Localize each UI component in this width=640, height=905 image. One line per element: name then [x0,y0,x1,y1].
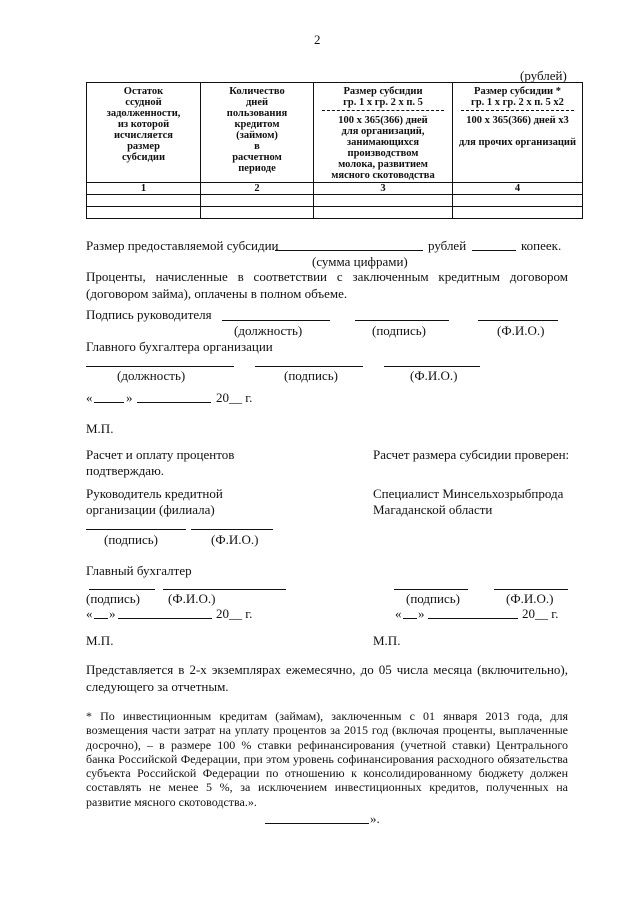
header-line: размер [127,141,160,152]
head-position-field[interactable] [222,320,330,321]
header-cell-days [201,83,314,183]
submission-note: Представляется в 2-х экземплярах ежемесячно, до 05 числа месяца (включительно), следующего за отчетным. [86,662,568,694]
credit-org-head-label: Руководитель кредитной организации (филиала) [86,486,223,517]
header-line: задолженности, [106,108,181,119]
sum-caption: (сумма цифрами) [312,254,408,269]
header-line: Размер субсидии [343,86,423,97]
date-month-field[interactable] [137,402,211,403]
kop-label: копеек. [521,238,562,253]
col-number: 4 [453,183,583,195]
date-month-field[interactable] [118,618,212,619]
header-line: Количество [229,86,285,97]
header-line: 100 х 365(366) дней х3 [466,115,569,126]
head-signature-field[interactable] [355,320,449,321]
caption-position: (должность) [117,368,186,383]
date-day-field[interactable] [94,618,108,619]
header-line: 100 х 365(366) дней [338,115,428,126]
header-line: дней [245,97,269,108]
head-signature-label: Подпись руководителя [86,307,212,322]
date-month-field[interactable] [428,618,518,619]
page-number: 2 [314,32,321,47]
col-number: 1 [87,183,201,195]
header-line: Размер субсидии * [474,86,561,97]
stamp-label: М.П. [86,421,114,436]
table-number-row [87,183,583,195]
header-line: для прочих организаций [458,137,577,148]
date-day-field[interactable] [94,402,124,403]
header-line: гр. 1 х гр. 2 х п. 5 [343,97,423,108]
caption-name: (Ф.И.О.) [168,591,216,606]
subsidy-table [86,82,583,219]
date-quote-open: « [86,606,93,621]
col-number: 3 [314,183,453,195]
caption-name: (Ф.И.О.) [506,591,554,606]
table-row [87,207,583,219]
subsidy-amount-label: Размер предоставляемой субсидии [86,238,279,253]
header-line: для организаций, [341,126,425,137]
caption-signature: (подпись) [406,591,460,606]
date-quote-close: » [418,606,425,621]
col-number: 2 [201,183,314,195]
date-year: 20__ г. [522,606,559,621]
specialist-name-field[interactable] [494,589,568,590]
header-line: исчисляется [114,130,173,141]
chief-accountant-label: Главный бухгалтер [86,563,192,578]
table-row [87,195,583,207]
caption-position: (должность) [234,323,303,338]
header-line: производством [347,148,419,159]
header-line: (займом) [236,130,278,141]
header-line: гр. 1 х гр. 2 х п. 5 х2 [471,97,564,108]
accountant-signature-label: Главного бухгалтера организации [86,339,273,354]
accountant-name-field[interactable] [384,366,480,367]
header-line: молока, развитием [338,159,428,170]
head-name-field[interactable] [478,320,558,321]
header-line: пользования [226,108,288,119]
header-cell-subsidy-dairy [314,83,453,183]
stamp-label-left: М.П. [86,633,114,648]
specialist-label: Специалист Минсельхозрыбпрода Магаданской области [373,486,564,517]
specialist-signature-field[interactable] [394,589,468,590]
date-day-field[interactable] [403,618,417,619]
credit-head-signature-field[interactable] [86,529,186,530]
header-line: из которой [117,119,170,130]
header-line: мясного скотоводства [331,170,435,181]
header-line: кредитом [234,119,280,130]
caption-signature: (подпись) [372,323,426,338]
table-header-row [87,83,583,183]
rub-label: рублей [428,238,467,253]
stamp-label-right: М.П. [373,633,401,648]
header-line: субсидии [121,152,165,163]
caption-name: (Ф.И.О.) [497,323,545,338]
currency-note: (рублей) [520,68,567,83]
header-line: периоде [238,163,276,174]
header-line: ссудной [125,97,162,108]
calculation-checked-label: Расчет размера субсидии проверен: [373,447,570,462]
date-quote-open: « [395,606,402,621]
chief-accountant-signature-field[interactable] [89,589,155,590]
caption-name: (Ф.И.О.) [410,368,458,383]
payment-confirm-label: Расчет и оплату процентов подтверждаю. [86,447,235,478]
header-cell-balance [87,83,201,183]
header-cell-subsidy-other [453,83,583,183]
closing-mark: ». [370,811,380,826]
header-line: Остаток [123,86,164,97]
header-line: в [254,141,260,152]
closing-field[interactable] [265,823,369,824]
date-year: 20__ г. [216,390,253,405]
caption-name: (Ф.И.О.) [211,532,259,547]
accountant-signature-field[interactable] [255,366,363,367]
caption-signature: (подпись) [284,368,338,383]
date-quote-close: » [109,606,116,621]
interest-note: Проценты, начисленные в соответствии с заключенным кредитным договором (договором займа), оплачены в полном объеме. [86,269,568,301]
credit-head-name-field[interactable] [191,529,273,530]
amount-kop-field[interactable] [472,250,516,251]
date-quote-close: » [126,390,133,405]
chief-accountant-name-field[interactable] [163,589,286,590]
amount-rub-field[interactable] [275,250,423,251]
header-line: занимающихся [346,137,420,148]
header-line [453,126,582,137]
date-quote-open: « [86,390,93,405]
caption-signature: (подпись) [86,591,140,606]
accountant-position-field[interactable] [86,366,234,367]
footnote: * По инвестиционным кредитам (займам), заключенным с 01 января 2013 года, для возмещения части затрат на уплату процентов за 2015 год (включая проценты, выплаченные досрочно), – в размере 100 % ставки рефинансирования (учетной ставки) Центрального банка Российской Федерации, при этом уровень софинансирования расходного обязательства субъекта Российской Федерации по отношению к консолидированному бюджету должен составлять не менее 5 %, за исключением инвестиционных кредитов, полученных на развитие мясного скотоводства.». [86,709,568,809]
date-year: 20__ г. [216,606,253,621]
caption-signature: (подпись) [104,532,158,547]
header-line: расчетном [232,152,282,163]
